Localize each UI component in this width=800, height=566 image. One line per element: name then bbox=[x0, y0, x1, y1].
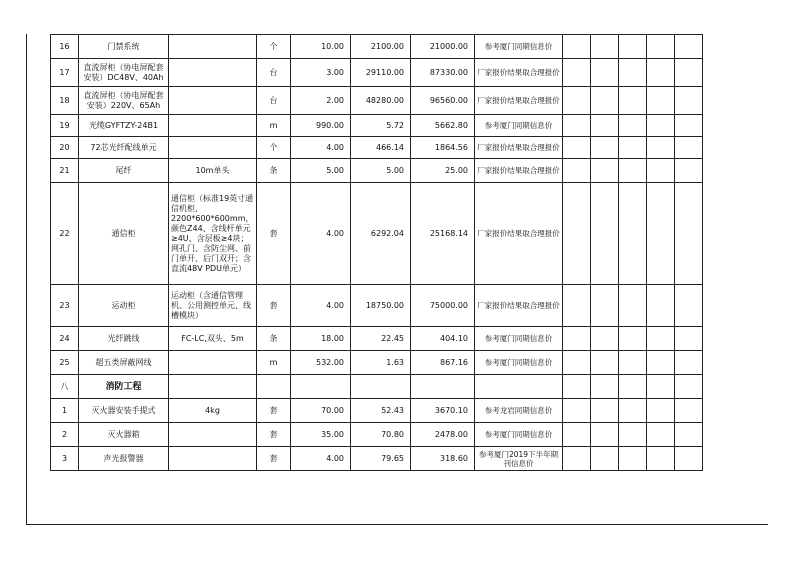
empty-cell bbox=[647, 351, 675, 375]
empty-cell bbox=[647, 375, 675, 399]
empty-cell bbox=[619, 137, 647, 159]
empty-cell bbox=[563, 183, 591, 285]
item-name: 消防工程 bbox=[79, 375, 169, 399]
item-unit: 个 bbox=[257, 35, 291, 59]
empty-cell bbox=[619, 87, 647, 115]
item-name: 直流屏柜（协电屏配套安装）220V、65Ah bbox=[79, 87, 169, 115]
item-unit-price: 5.72 bbox=[351, 115, 411, 137]
item-remark: 厂家报价结果取合理报价 bbox=[475, 183, 563, 285]
item-name: 光缆GYFTZY-24B1 bbox=[79, 115, 169, 137]
item-unit bbox=[257, 375, 291, 399]
item-total: 2478.00 bbox=[411, 423, 475, 447]
empty-cell bbox=[591, 35, 619, 59]
item-unit: 台 bbox=[257, 87, 291, 115]
item-spec bbox=[169, 59, 257, 87]
item-unit: 套 bbox=[257, 447, 291, 471]
empty-cell bbox=[591, 375, 619, 399]
item-total: 404.10 bbox=[411, 327, 475, 351]
item-name: 直流屏柜（协电屏配套安装）DC48V、40Ah bbox=[79, 59, 169, 87]
row-number: 21 bbox=[51, 159, 79, 183]
empty-cell bbox=[647, 115, 675, 137]
item-total: 75000.00 bbox=[411, 285, 475, 327]
item-total: 1864.56 bbox=[411, 137, 475, 159]
item-remark: 参考厦门同期信息价 bbox=[475, 115, 563, 137]
empty-cell bbox=[591, 183, 619, 285]
table-row bbox=[51, 59, 703, 87]
budget-table bbox=[50, 34, 703, 471]
item-unit: 个 bbox=[257, 137, 291, 159]
empty-cell bbox=[591, 327, 619, 351]
item-spec bbox=[169, 115, 257, 137]
item-remark: 参考厦门同期信息价 bbox=[475, 351, 563, 375]
item-name: 灭火器安装手提式 bbox=[79, 399, 169, 423]
empty-cell bbox=[619, 327, 647, 351]
item-remark: 参考龙岩同期信息价 bbox=[475, 399, 563, 423]
empty-cell bbox=[619, 351, 647, 375]
item-unit: 套 bbox=[257, 183, 291, 285]
empty-cell bbox=[647, 285, 675, 327]
item-name: 运动柜 bbox=[79, 285, 169, 327]
item-quantity: 4.00 bbox=[291, 447, 351, 471]
item-total: 318.60 bbox=[411, 447, 475, 471]
item-quantity: 10.00 bbox=[291, 35, 351, 59]
item-name: 超五类屏蔽网线 bbox=[79, 351, 169, 375]
item-spec bbox=[169, 447, 257, 471]
item-unit: 条 bbox=[257, 327, 291, 351]
item-unit: 条 bbox=[257, 159, 291, 183]
empty-cell bbox=[563, 159, 591, 183]
empty-cell bbox=[563, 35, 591, 59]
empty-cell bbox=[647, 35, 675, 59]
table-row bbox=[51, 183, 703, 285]
empty-cell bbox=[619, 447, 647, 471]
empty-cell bbox=[647, 137, 675, 159]
empty-cell bbox=[563, 423, 591, 447]
item-quantity: 5.00 bbox=[291, 159, 351, 183]
empty-cell bbox=[563, 399, 591, 423]
table-row bbox=[51, 87, 703, 115]
item-total: 25.00 bbox=[411, 159, 475, 183]
empty-cell bbox=[675, 183, 703, 285]
empty-cell bbox=[619, 159, 647, 183]
item-unit: 套 bbox=[257, 423, 291, 447]
empty-cell bbox=[563, 327, 591, 351]
item-total: 25168.14 bbox=[411, 183, 475, 285]
empty-cell bbox=[563, 375, 591, 399]
empty-cell bbox=[563, 59, 591, 87]
empty-cell bbox=[675, 35, 703, 59]
empty-cell bbox=[591, 137, 619, 159]
empty-cell bbox=[591, 399, 619, 423]
item-remark: 参考厦门同期信息价 bbox=[475, 35, 563, 59]
item-total bbox=[411, 375, 475, 399]
item-unit-price: 48280.00 bbox=[351, 87, 411, 115]
item-spec bbox=[169, 87, 257, 115]
item-unit-price: 6292.04 bbox=[351, 183, 411, 285]
row-number: 16 bbox=[51, 35, 79, 59]
empty-cell bbox=[647, 159, 675, 183]
item-quantity: 70.00 bbox=[291, 399, 351, 423]
empty-cell bbox=[619, 399, 647, 423]
item-unit-price: 2100.00 bbox=[351, 35, 411, 59]
item-unit-price: 79.65 bbox=[351, 447, 411, 471]
item-unit-price: 52.43 bbox=[351, 399, 411, 423]
item-unit-price: 18750.00 bbox=[351, 285, 411, 327]
empty-cell bbox=[591, 423, 619, 447]
item-unit: 套 bbox=[257, 285, 291, 327]
row-number: 25 bbox=[51, 351, 79, 375]
item-quantity: 4.00 bbox=[291, 285, 351, 327]
item-quantity: 2.00 bbox=[291, 87, 351, 115]
empty-cell bbox=[619, 375, 647, 399]
item-total: 96560.00 bbox=[411, 87, 475, 115]
item-spec: 10m单头 bbox=[169, 159, 257, 183]
item-remark bbox=[475, 375, 563, 399]
empty-cell bbox=[591, 447, 619, 471]
table-row bbox=[51, 351, 703, 375]
item-remark: 参考厦门2019下半年期刊信息价 bbox=[475, 447, 563, 471]
empty-cell bbox=[563, 137, 591, 159]
empty-cell bbox=[675, 87, 703, 115]
row-number: 18 bbox=[51, 87, 79, 115]
item-name: 尾纤 bbox=[79, 159, 169, 183]
empty-cell bbox=[647, 87, 675, 115]
item-unit-price bbox=[351, 375, 411, 399]
table-row bbox=[51, 447, 703, 471]
row-number: 22 bbox=[51, 183, 79, 285]
item-total: 3670.10 bbox=[411, 399, 475, 423]
empty-cell bbox=[591, 115, 619, 137]
empty-cell bbox=[619, 35, 647, 59]
empty-cell bbox=[647, 59, 675, 87]
empty-cell bbox=[591, 87, 619, 115]
table-row bbox=[51, 375, 703, 399]
item-quantity: 35.00 bbox=[291, 423, 351, 447]
item-quantity bbox=[291, 375, 351, 399]
item-spec: 4kg bbox=[169, 399, 257, 423]
row-number: 19 bbox=[51, 115, 79, 137]
item-quantity: 990.00 bbox=[291, 115, 351, 137]
empty-cell bbox=[591, 59, 619, 87]
item-name: 72芯光纤配线单元 bbox=[79, 137, 169, 159]
item-remark: 参考厦门同期信息价 bbox=[475, 327, 563, 351]
item-spec: FC-LC,双头、5m bbox=[169, 327, 257, 351]
table-row bbox=[51, 159, 703, 183]
row-number: 23 bbox=[51, 285, 79, 327]
item-remark: 厂家报价结果取合理报价 bbox=[475, 285, 563, 327]
item-spec: 通信柜（标准19英寸通信机柜，2200*600*600mm，颜色Z44、含线杆单元≥4U、含层板≥4块；网孔门、含防尘网、前门单开、后门双开；含直流48V PDU单元） bbox=[169, 183, 257, 285]
binding-margin-line bbox=[26, 34, 27, 524]
empty-cell bbox=[675, 447, 703, 471]
item-total: 867.16 bbox=[411, 351, 475, 375]
empty-cell bbox=[675, 375, 703, 399]
empty-cell bbox=[675, 159, 703, 183]
item-name: 门禁系统 bbox=[79, 35, 169, 59]
item-spec bbox=[169, 375, 257, 399]
empty-cell bbox=[675, 59, 703, 87]
row-number: 20 bbox=[51, 137, 79, 159]
empty-cell bbox=[563, 351, 591, 375]
empty-cell bbox=[647, 183, 675, 285]
table-row bbox=[51, 285, 703, 327]
row-number: 17 bbox=[51, 59, 79, 87]
empty-cell bbox=[675, 285, 703, 327]
row-number: 2 bbox=[51, 423, 79, 447]
empty-cell bbox=[675, 137, 703, 159]
item-quantity: 3.00 bbox=[291, 59, 351, 87]
item-remark: 厂家报价结果取合理报价 bbox=[475, 137, 563, 159]
empty-cell bbox=[619, 423, 647, 447]
empty-cell bbox=[563, 285, 591, 327]
table-row bbox=[51, 115, 703, 137]
item-remark: 厂家报价结果取合理报价 bbox=[475, 59, 563, 87]
empty-cell bbox=[675, 351, 703, 375]
empty-cell bbox=[647, 423, 675, 447]
empty-cell bbox=[563, 447, 591, 471]
item-name: 灭火器箱 bbox=[79, 423, 169, 447]
table-row bbox=[51, 137, 703, 159]
empty-cell bbox=[619, 59, 647, 87]
empty-cell bbox=[563, 87, 591, 115]
item-remark: 厂家报价结果取合理报价 bbox=[475, 159, 563, 183]
empty-cell bbox=[675, 115, 703, 137]
item-spec: 运动柜（含通信管理机、公用测控单元、线槽模块） bbox=[169, 285, 257, 327]
table-row bbox=[51, 423, 703, 447]
item-unit: m bbox=[257, 351, 291, 375]
item-spec bbox=[169, 423, 257, 447]
table-row bbox=[51, 399, 703, 423]
empty-cell bbox=[591, 351, 619, 375]
item-unit-price: 466.14 bbox=[351, 137, 411, 159]
empty-cell bbox=[675, 327, 703, 351]
item-unit: 台 bbox=[257, 59, 291, 87]
item-spec bbox=[169, 35, 257, 59]
row-number: 3 bbox=[51, 447, 79, 471]
item-unit-price: 70.80 bbox=[351, 423, 411, 447]
item-unit-price: 22.45 bbox=[351, 327, 411, 351]
empty-cell bbox=[647, 447, 675, 471]
empty-cell bbox=[619, 183, 647, 285]
empty-cell bbox=[591, 159, 619, 183]
item-unit-price: 5.00 bbox=[351, 159, 411, 183]
item-spec bbox=[169, 351, 257, 375]
table-row bbox=[51, 327, 703, 351]
row-number: 1 bbox=[51, 399, 79, 423]
item-total: 87330.00 bbox=[411, 59, 475, 87]
empty-cell bbox=[647, 327, 675, 351]
item-quantity: 532.00 bbox=[291, 351, 351, 375]
item-unit-price: 1.63 bbox=[351, 351, 411, 375]
item-quantity: 4.00 bbox=[291, 183, 351, 285]
item-spec bbox=[169, 137, 257, 159]
item-total: 5662.80 bbox=[411, 115, 475, 137]
item-unit: 套 bbox=[257, 399, 291, 423]
empty-cell bbox=[619, 115, 647, 137]
item-unit-price: 29110.00 bbox=[351, 59, 411, 87]
item-remark: 厂家报价结果取合理报价 bbox=[475, 87, 563, 115]
row-number: 八 bbox=[51, 375, 79, 399]
empty-cell bbox=[647, 399, 675, 423]
empty-cell bbox=[675, 423, 703, 447]
empty-cell bbox=[591, 285, 619, 327]
item-unit: m bbox=[257, 115, 291, 137]
empty-cell bbox=[563, 115, 591, 137]
empty-cell bbox=[619, 285, 647, 327]
row-number: 24 bbox=[51, 327, 79, 351]
item-name: 声光报警器 bbox=[79, 447, 169, 471]
page-bottom-line bbox=[26, 524, 768, 525]
item-quantity: 18.00 bbox=[291, 327, 351, 351]
item-total: 21000.00 bbox=[411, 35, 475, 59]
table-row bbox=[51, 35, 703, 59]
item-remark: 参考厦门同期信息价 bbox=[475, 423, 563, 447]
item-quantity: 4.00 bbox=[291, 137, 351, 159]
empty-cell bbox=[675, 399, 703, 423]
item-name: 通信柜 bbox=[79, 183, 169, 285]
item-name: 光纤跳线 bbox=[79, 327, 169, 351]
